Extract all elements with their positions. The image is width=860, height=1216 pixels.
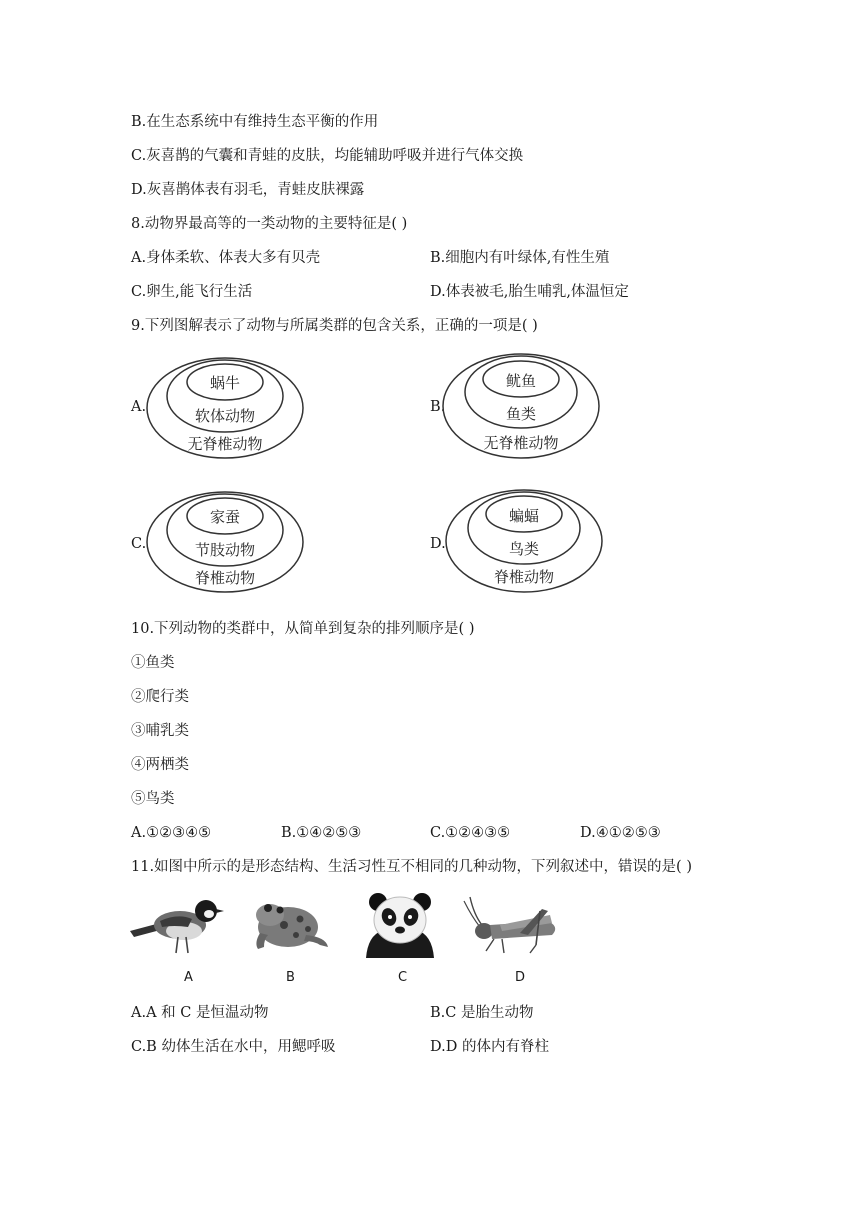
panda-image bbox=[364, 890, 436, 958]
inner-label: 蜗牛 bbox=[209, 374, 240, 392]
q10-option-b: B.①④②⑤③ bbox=[281, 825, 362, 841]
q10-item-3: ③哺乳类 bbox=[131, 723, 189, 739]
q9-diagram-a bbox=[145, 356, 305, 460]
q9-option-d-letter: D. bbox=[430, 536, 446, 552]
q11-option-d: D.D 的体内有脊柱 bbox=[430, 1039, 549, 1055]
outer-label: 脊椎动物 bbox=[493, 568, 554, 586]
q8-option-a: A.身体柔软、体表大多有贝壳 bbox=[131, 250, 321, 266]
q8-option-d: D.体表被毛,胎生哺乳,体温恒定 bbox=[430, 284, 629, 300]
q11-option-c: C.B 幼体生活在水中，用鳃呼吸 bbox=[131, 1039, 336, 1055]
q10-stem: 10.下列动物的类群中，从简单到复杂的排列顺序是( ) bbox=[131, 621, 475, 637]
q8-option-b: B.细胞内有叶绿体,有性生殖 bbox=[430, 250, 610, 266]
middle-label: 软体动物 bbox=[194, 407, 255, 425]
middle-label: 鸟类 bbox=[508, 540, 539, 558]
inner-label: 家蚕 bbox=[209, 508, 240, 526]
outer-label: 无脊椎动物 bbox=[187, 435, 263, 453]
q9-option-b-letter: B. bbox=[430, 399, 446, 415]
q11-option-a: A.A 和 C 是恒温动物 bbox=[131, 1005, 269, 1021]
q9-stem: 9.下列图解表示了动物与所属类群的包含关系，正确的一项是( ) bbox=[131, 318, 538, 334]
outer-label: 无脊椎动物 bbox=[483, 434, 559, 452]
q11-option-b: B.C 是胎生动物 bbox=[430, 1005, 534, 1021]
bird-image bbox=[130, 895, 226, 961]
animal-label-d: D bbox=[515, 970, 526, 985]
q10-option-a: A.①②③④⑤ bbox=[131, 825, 212, 841]
q10-item-2: ②爬行类 bbox=[131, 689, 189, 705]
inner-label: 鱿鱼 bbox=[505, 372, 536, 390]
animal-label-c: C bbox=[398, 970, 408, 985]
grasshopper-image bbox=[460, 895, 562, 955]
animal-label-a: A bbox=[184, 970, 193, 985]
q10-option-c: C.①②④③⑤ bbox=[430, 825, 511, 841]
q9-diagram-d bbox=[444, 488, 604, 592]
outer-label: 脊椎动物 bbox=[194, 569, 255, 587]
q7-option-d: D.灰喜鹊体表有羽毛，青蛙皮肤裸露 bbox=[131, 182, 365, 198]
q9-option-a-letter: A. bbox=[131, 399, 147, 415]
q10-option-d: D.④①②⑤③ bbox=[580, 825, 661, 841]
animal-label-b: B bbox=[286, 970, 295, 985]
q11-stem: 11.如图中所示的是形态结构、生活习性互不相同的几种动物，下列叙述中，错误的是( ) bbox=[131, 859, 692, 875]
q9-diagram-b bbox=[441, 352, 601, 456]
middle-label: 鱼类 bbox=[505, 405, 536, 423]
q9-diagram-c bbox=[145, 490, 305, 594]
q10-item-1: ①鱼类 bbox=[131, 655, 175, 671]
middle-label: 节肢动物 bbox=[194, 541, 255, 559]
q9-option-c-letter: C. bbox=[131, 536, 147, 552]
inner-label: 蝙蝠 bbox=[508, 507, 539, 525]
q10-item-5: ⑤鸟类 bbox=[131, 791, 175, 807]
q7-option-c: C.灰喜鹊的气囊和青蛙的皮肤，均能辅助呼吸并进行气体交换 bbox=[131, 148, 524, 164]
q10-item-4: ④两栖类 bbox=[131, 757, 189, 773]
q7-option-b: B.在生态系统中有维持生态平衡的作用 bbox=[131, 114, 379, 130]
q8-stem: 8.动物界最高等的一类动物的主要特征是( ) bbox=[131, 216, 408, 232]
q8-option-c: C.卵生,能飞行生活 bbox=[131, 284, 253, 300]
frog-image bbox=[248, 895, 332, 955]
